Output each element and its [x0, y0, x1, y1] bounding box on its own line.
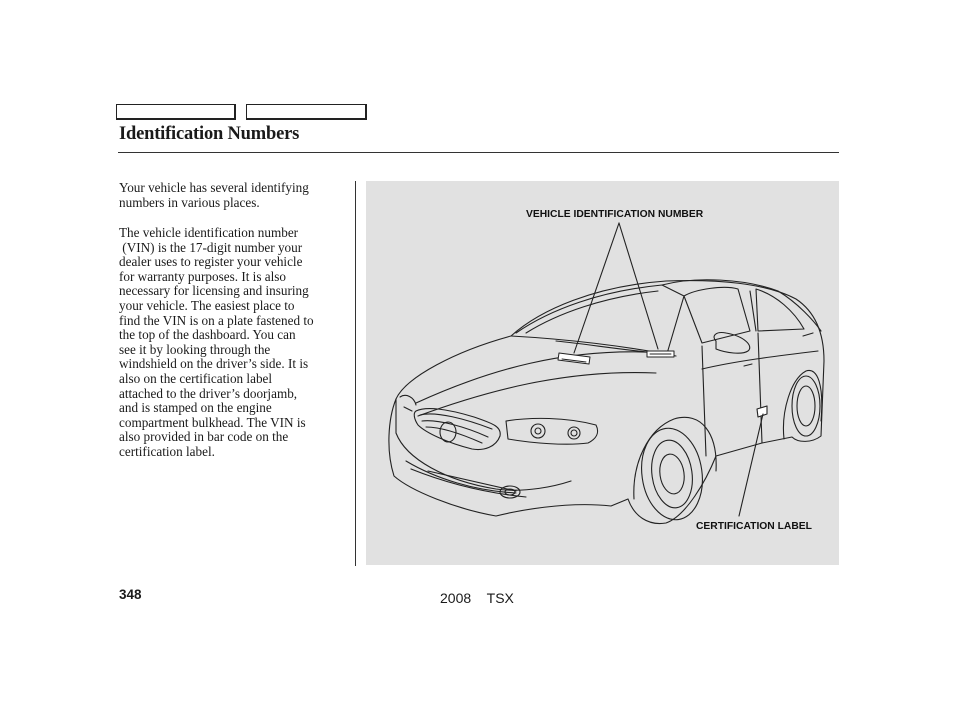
title-divider: [118, 152, 839, 153]
footer-model: 2008 TSX: [440, 590, 514, 606]
vin-callout-label: VEHICLE IDENTIFICATION NUMBER: [526, 209, 704, 220]
car-illustration: [366, 181, 839, 565]
certification-callout-label: CERTIFICATION LABEL: [696, 521, 812, 532]
page-title: Identification Numbers: [119, 124, 300, 144]
nav-button-next[interactable]: [246, 104, 367, 120]
text-line: also on the certification label: [119, 370, 273, 386]
text-line: and is stamped on the engine: [119, 400, 272, 416]
text-line: (VIN) is the 17-digit number your: [119, 239, 303, 255]
text-line: attached to the driver’s doorjamb,: [119, 385, 298, 401]
text-line: for warranty purposes. It is also: [119, 268, 287, 284]
text-line: windshield on the driver’s side. It is: [119, 356, 309, 372]
text-line: The vehicle identification number: [119, 225, 299, 240]
page-number: 348: [119, 587, 142, 602]
vin-paragraph: [119, 226, 347, 460]
text-line: necessary for licensing and insuring: [119, 283, 309, 299]
intro-paragraph: [119, 181, 347, 210]
nav-button-previous[interactable]: [116, 104, 236, 120]
text-line: certification label.: [119, 443, 215, 459]
car-illustration-figure: [366, 181, 839, 565]
text-line: numbers in various places.: [119, 194, 260, 210]
text-line: dealer uses to register your vehicle: [119, 254, 303, 270]
text-line: compartment bulkhead. The VIN is: [119, 414, 306, 430]
text-line: find the VIN is on a plate fastened to: [119, 312, 314, 328]
column-divider: [355, 181, 356, 566]
text-line: also provided in bar code on the: [119, 429, 289, 445]
text-line: Your vehicle has several identifying: [119, 180, 309, 195]
text-line: the top of the dashboard. You can: [119, 327, 296, 343]
text-line: see it by looking through the: [119, 341, 271, 357]
text-line: your vehicle. The easiest place to: [119, 297, 295, 313]
